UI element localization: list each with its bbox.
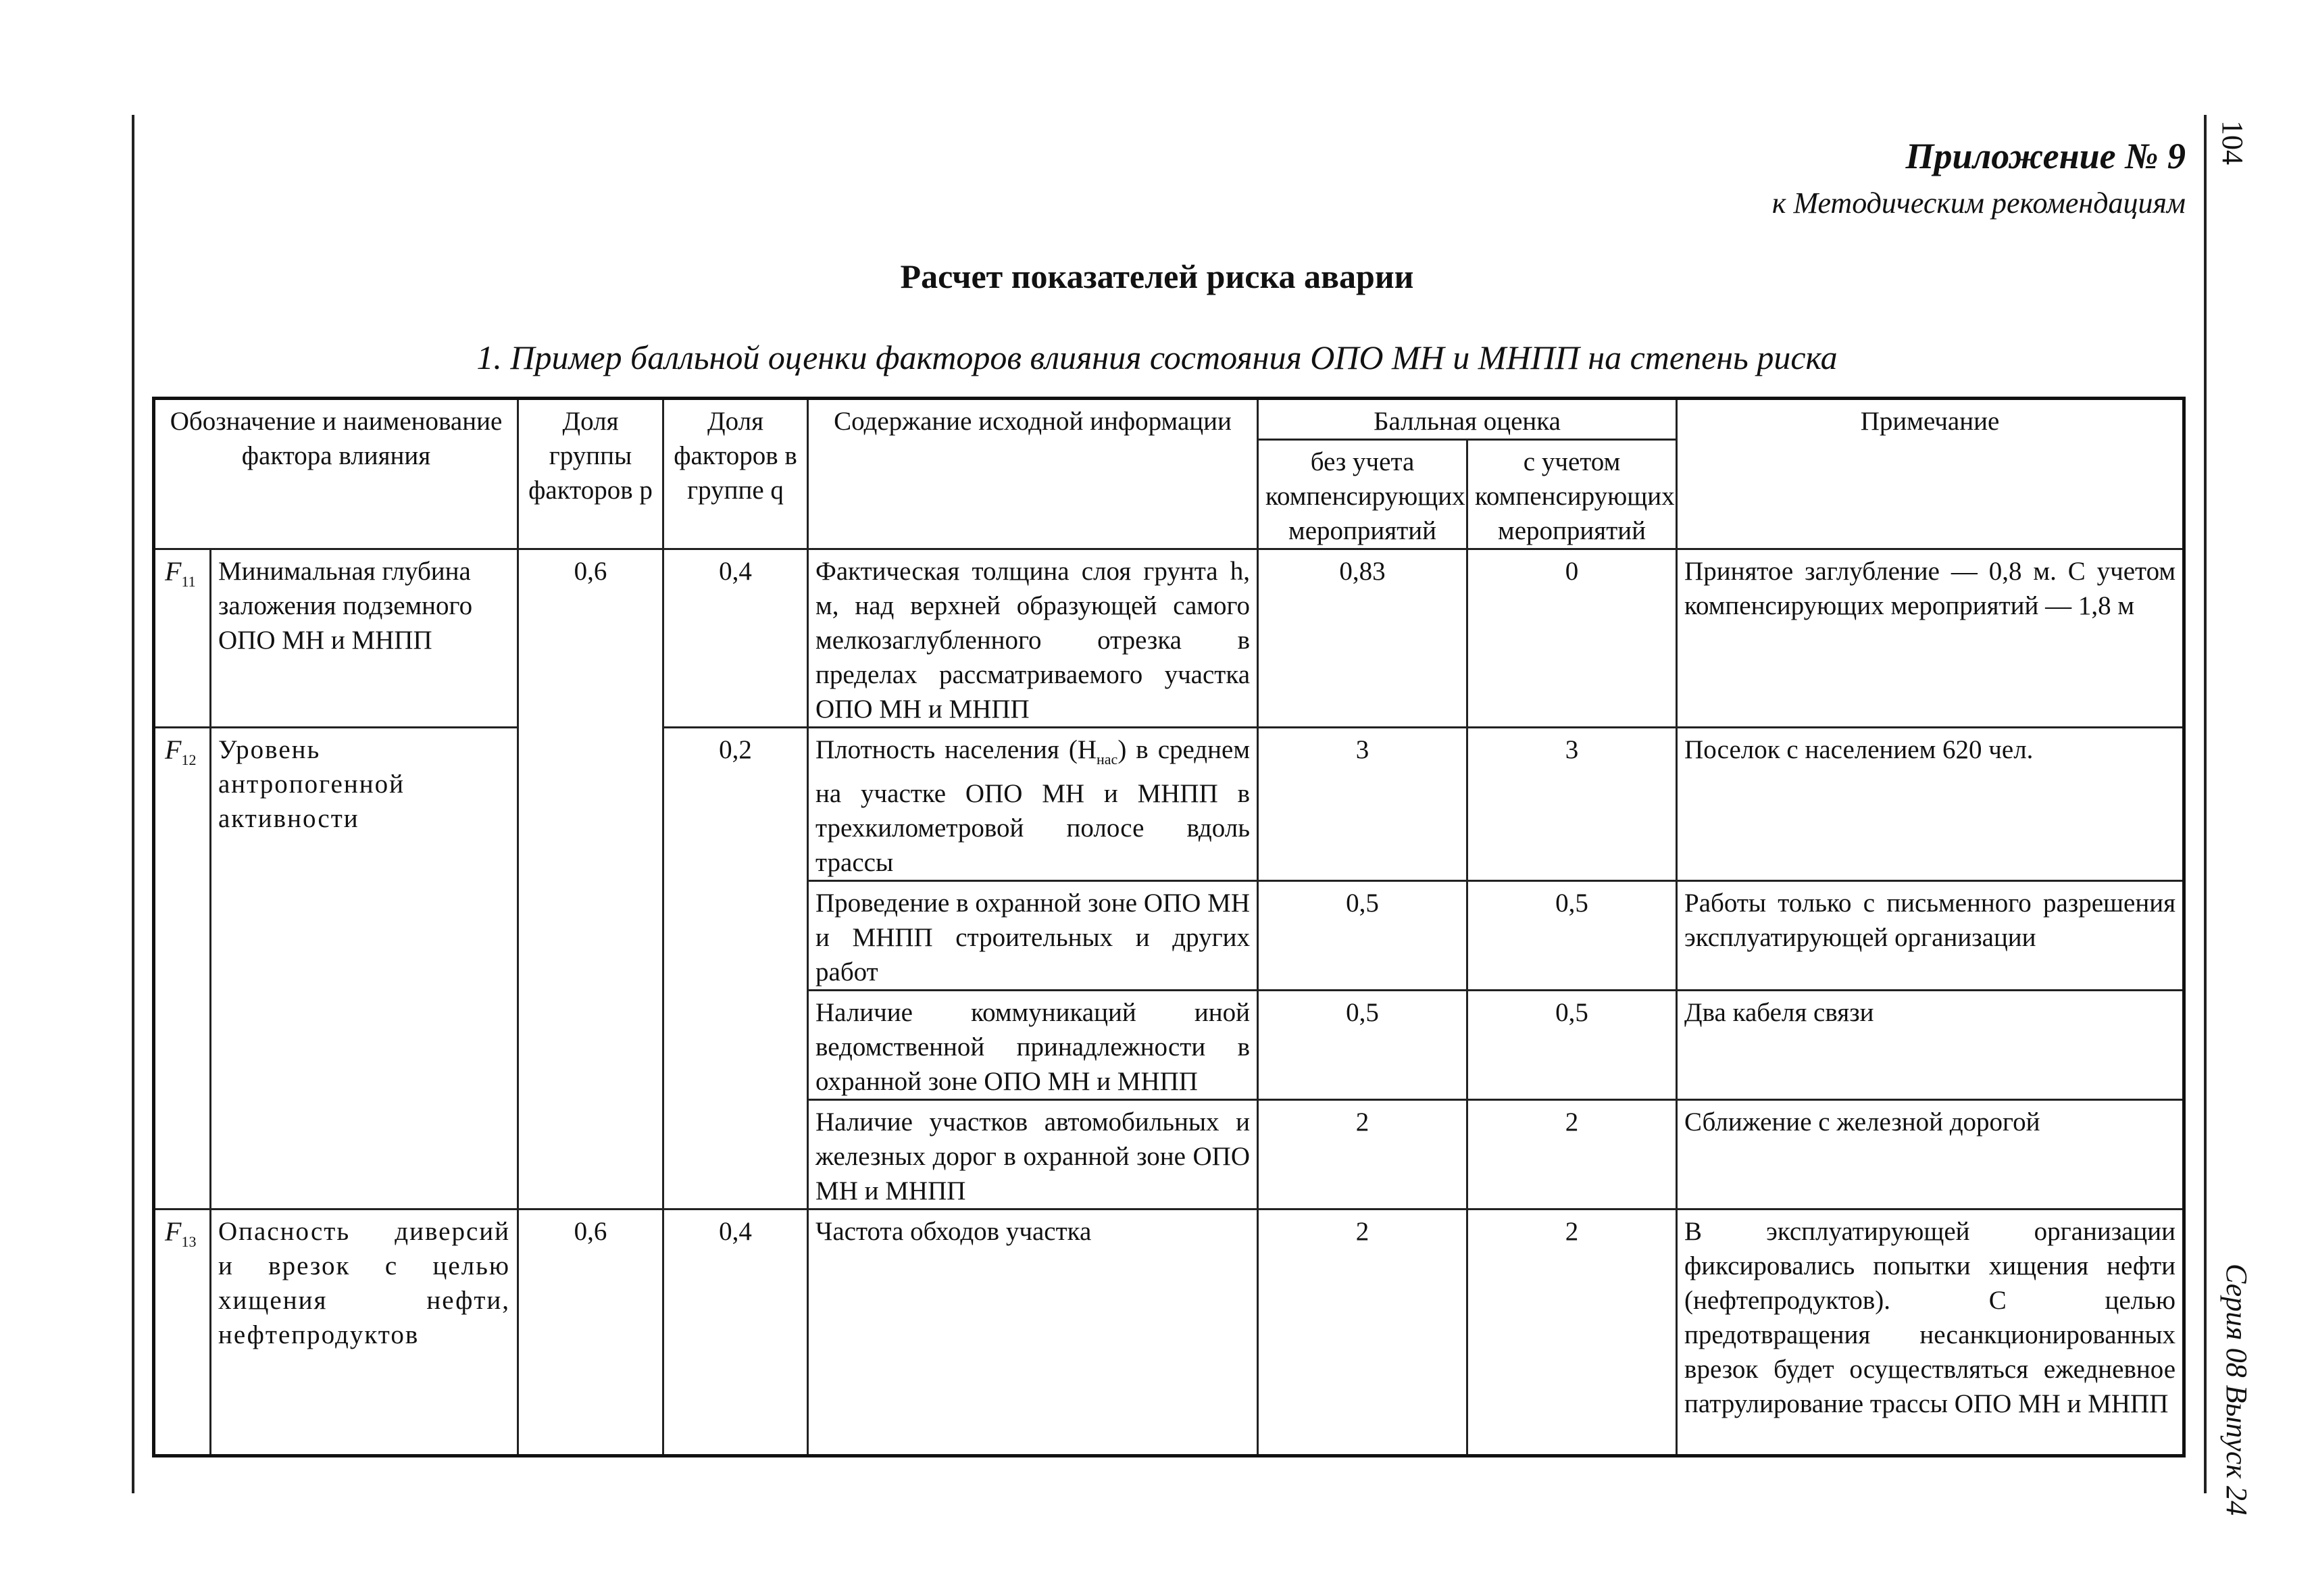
header-content: Содержание исходной информации [808,399,1258,549]
page-number: 104 [2216,120,2249,165]
table-row [154,728,2184,881]
factor-name: Минимальная глубина заложения подземного ОПО МН и МНПП [211,549,518,728]
content-text: Плотность населения $(H_{нас})$ в среднем на участке ОПО МН и МНПП в трехкилометровой полосе вдоль трассы [808,728,1258,881]
content-text: Проведение в охранной зоне ОПО МН и МНПП строительных и других работ [808,880,1258,990]
right-margin-line [2204,115,2207,1493]
group-share-value: 0,6 [518,1209,663,1455]
document-title: Расчет показателей риска аварии [900,257,1414,295]
score-with-value: 0 [1467,549,1677,728]
note-text: В эксплуатирующей организации фиксировались попытки хищения нефти (нефтепродуктов). С целью предотвращения несанкционированных врезок будет осуществляться ежедневное патрулирование трассы ОПО МН и МНПП [1677,1209,2184,1455]
score-without-value: 0,5 [1258,990,1467,1099]
header-factor: Обозначение и наименование фактора влияния [154,399,518,549]
group-share-value: 0,6 [518,549,663,1210]
score-with-value: 0,5 [1467,880,1677,990]
content-text: Наличие участков автомобильных и железных дорог в охранной зоне ОПО МН и МНПП [808,1099,1258,1209]
appendix-subtitle: к Методическим рекомендациям [1771,186,2186,220]
score-with-value: 2 [1467,1209,1677,1455]
factor-share-value: 0,4 [663,1209,808,1455]
content-text: Наличие коммуникаций иной ведомственной принадлежности в охранной зоне ОПО МН и МНПП [808,990,1258,1099]
header-group-share: Доля группы факторов p [518,399,663,549]
appendix-title: Приложение № 9 [1905,136,2186,176]
factor-id: $F_{13}$ [154,1209,211,1455]
note-text: Сближение с железной дорогой [1677,1099,2184,1209]
risk-factor-table [152,397,2186,1457]
score-with-value: 0,5 [1467,990,1677,1099]
note-text: Принятое заглубление — 0,8 м. С учетом компенсирующих мероприятий — 1,8 м [1677,549,2184,728]
note-text: Два кабеля связи [1677,990,2184,1099]
factor-share-value: 0,2 [663,728,808,1210]
left-margin-line [132,115,134,1493]
factor-share-value: 0,4 [663,549,808,728]
header-score: Балльная оценка [1258,399,1677,440]
table-row [154,549,2184,728]
factor-name: Опасность диверсий и врезок с целью хищения нефти, нефтепродуктов [211,1209,518,1455]
score-with-value: 2 [1467,1099,1677,1209]
content-text: Фактическая толщина слоя грунта h, м, над верхней образующей самого мелкозаглубленного отрезка в пределах рассматриваемого участка ОПО МН и МНПП [808,549,1258,728]
factor-name: Уровень антропогенной активности [211,728,518,1210]
content-text: Частота обходов участка [808,1209,1258,1455]
table-row [154,1209,2184,1455]
factor-id: $F_{12}$ [154,728,211,1210]
score-without-value: 2 [1258,1209,1467,1455]
score-with-value: 3 [1467,728,1677,881]
header-note: Примечание [1677,399,2184,549]
header-factor-share: Доля факторов в группе q [663,399,808,549]
factor-id: $F_{11}$ [154,549,211,728]
section-title: 1. Пример балльной оценки факторов влияния состояния ОПО МН и МНПП на степень риска [476,339,1838,376]
score-without-value: 2 [1258,1099,1467,1209]
score-without-value: 3 [1258,728,1467,881]
header-score-without: без учета компенсирующих мероприятий [1258,440,1467,549]
note-text: Работы только с письменного разрешения эксплуатирующей организации [1677,880,2184,990]
note-text: Поселок с населением 620 чел. [1677,728,2184,881]
series-label: Серия 08 Выпуск 24 [2220,1264,2253,1516]
score-without-value: 0,5 [1258,880,1467,990]
score-without-value: 0,83 [1258,549,1467,728]
header-score-with: с учетом компенсирующих мероприятий [1467,440,1677,549]
